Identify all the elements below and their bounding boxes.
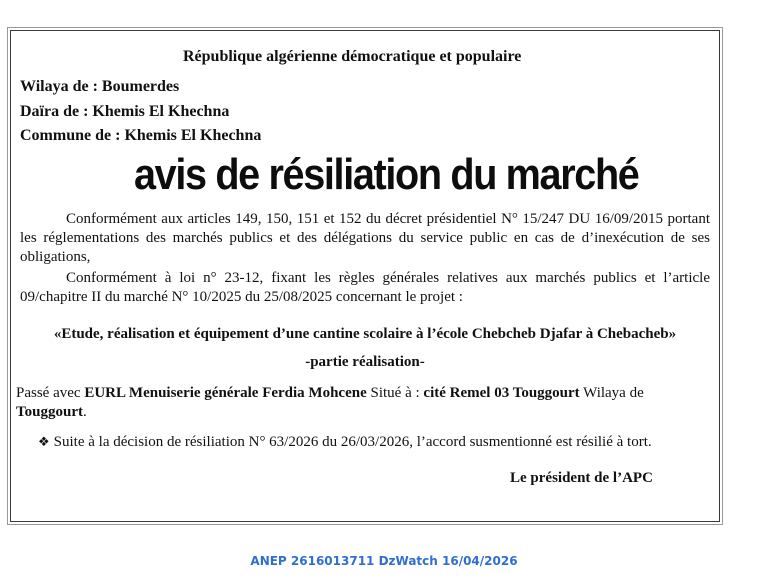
notice-headline: avis de résiliation du marché: [134, 150, 639, 199]
contractor-wilaya: Touggourt: [16, 404, 83, 420]
contractor-name: EURL Menuiserie générale Ferdia Mohcene: [84, 385, 367, 401]
contractor-paragraph: [16, 384, 708, 422]
paragraph-decree: Conformément aux articles 149, 150, 151 et 152 du décret présidentiel N° 15/247 DU 16/09/2015 portant les réglementations des marchés publics et des délégations du service public en cas de d’inexécution de ses obligations,: [20, 211, 710, 265]
commune-line: Commune de : Khemis El Khechna: [20, 127, 262, 144]
project-part: -partie réalisation-: [305, 354, 425, 370]
contractor-located: Situé à :: [366, 385, 424, 401]
decision-line: [38, 434, 652, 451]
contractor-prefix: Passé avec: [16, 385, 85, 401]
paragraph-law: Conformément à loi n° 23-12, fixant les règles générales relatives aux marchés publics et l’article 09/chapitre II du marché N° 10/2025 du 25/08/2025 concernant le projet :: [20, 270, 710, 305]
daira-line: Daïra de : Khemis El Khechna: [20, 103, 230, 120]
wilaya-line: Wilaya de : Boumerdes: [20, 78, 180, 95]
diamond-bullet-icon: ❖: [38, 435, 50, 450]
footer-reference: ANEP 2616013711 DzWatch 16/04/2026: [250, 554, 518, 568]
signature: Le président de l’APC: [510, 470, 653, 486]
republic-title: République algérienne démocratique et populaire: [183, 48, 522, 65]
contractor-address: cité Remel 03 Touggourt: [423, 385, 580, 401]
decision-text: Suite à la décision de résiliation N° 63/2026 du 26/03/2026, l’accord susmentionné est résilié à tort.: [53, 434, 652, 450]
contractor-wilaya-label: Wilaya de: [579, 385, 644, 401]
contractor-end: .: [82, 404, 87, 420]
project-title: «Etude, réalisation et équipement d’une cantine scolaire à l’école Chebcheb Djafar à Chebacheb»: [53, 326, 677, 342]
